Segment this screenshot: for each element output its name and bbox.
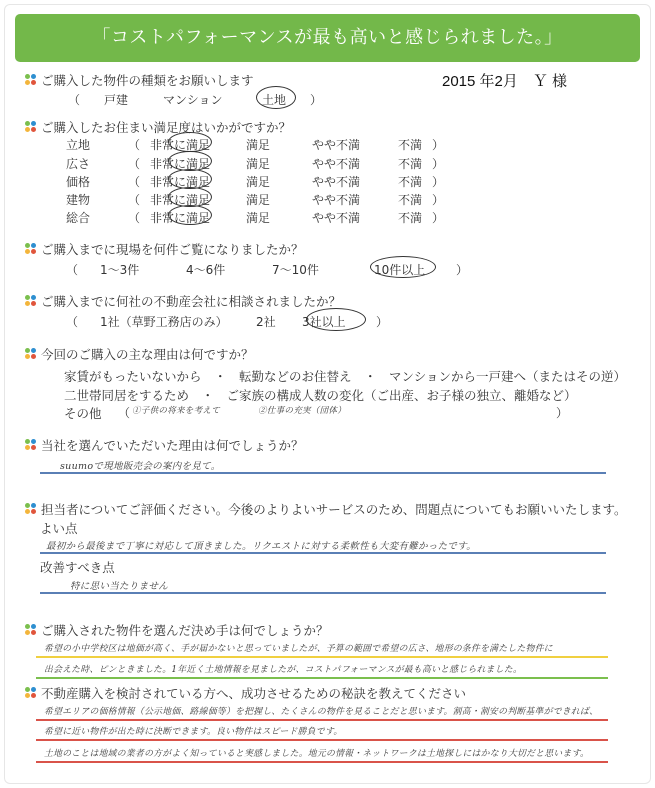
level-satisfied: 満足	[246, 175, 271, 189]
question-property-type	[24, 71, 254, 89]
answer-improvement: 特に思い当たりません	[70, 581, 169, 592]
paren-close: ）	[432, 193, 445, 207]
answer-tips-line1: 希望エリアの価格情報（公示地価、路線価等）を把握し、たくさんの物件を見ることだと思います。割高・割安の判断基準ができれば、	[44, 707, 599, 717]
headline-banner: 「コストパフォーマンスが最も高いと感じられました。」	[15, 14, 640, 62]
paren-close: ）	[432, 175, 445, 189]
answer-why-us: suumoで現地販売会の案内を見て。	[60, 461, 221, 472]
question-text: ご購入された物件を選んだ決め手は何でしょうか？	[41, 623, 329, 638]
level-dissatisfied: 不満	[398, 193, 423, 207]
reason-other-label: その他	[64, 406, 102, 421]
paren-open: （	[128, 211, 141, 225]
selection-circle	[168, 132, 212, 152]
selection-circle	[168, 151, 212, 171]
question-text: 不動産購入を検討されている方へ、成功させるための秘訣を教えてください	[41, 686, 467, 701]
question-why-us	[24, 436, 304, 454]
question-text: ご購入した物件の種類をお願いします	[41, 73, 254, 88]
question-staff-evaluation	[24, 500, 627, 518]
question-text: 担当者についてご評価ください。今後のよりよいサービスのため、問題点についてもお願いいたします。	[41, 502, 627, 517]
answer-underline	[36, 719, 608, 721]
selection-circle	[306, 308, 366, 331]
bullet-dots-icon	[24, 295, 38, 307]
level-very-satisfied: 非常に満足	[150, 138, 211, 152]
level-very-satisfied: 非常に満足	[150, 175, 211, 189]
bullet-dots-icon	[24, 121, 38, 133]
question-text: ご購入までに何社の不動産会社に相談されましたか？	[41, 294, 342, 309]
answer-underline	[40, 472, 606, 474]
answer-deciding-factor-line2: 出会えた時、ピンときました。1年近く土地情報を見ましたが、コストパフォーマンスが最も高いと感じられました。	[44, 665, 523, 675]
question-text: ご購入までに現場を何件ご覧になりましたか？	[41, 242, 304, 257]
paren-close: ）	[556, 406, 569, 420]
paren-open: （	[66, 315, 79, 329]
row-label: 総合	[66, 211, 91, 225]
level-dissatisfied: 不満	[398, 138, 423, 152]
good-points-label: よい点	[40, 521, 78, 536]
answer-underline	[40, 592, 606, 594]
question-text: 当社を選んでいただいた理由は何でしょうか？	[41, 438, 304, 453]
selection-circle	[168, 187, 212, 207]
level-dissatisfied: 不満	[398, 211, 423, 225]
level-somewhat-dissatisfied: やや不満	[312, 193, 361, 207]
bullet-dots-icon	[24, 74, 38, 86]
row-label: 立地	[66, 138, 91, 152]
level-very-satisfied: 非常に満足	[150, 211, 211, 225]
reason-other-handwritten-1: ①子供の将来を考えて	[132, 406, 221, 416]
paren-open: （	[128, 193, 141, 207]
level-dissatisfied: 不満	[398, 157, 423, 171]
option-10-plus: 10件以上	[374, 263, 426, 277]
bullet-dots-icon	[24, 439, 38, 451]
answer-tips-line3: 土地のことは地域の業者の方がよく知っていると実感しました。地元の情報・ネットワークは土地探しにはかなり大切だと思います。	[44, 749, 590, 759]
level-somewhat-dissatisfied: やや不満	[312, 211, 361, 225]
reason-options-line1: 家賃がもったいないから ・ 転勤などのお住替え ・ マンションから一戸建へ（またはその逆）	[64, 369, 626, 384]
selection-circle	[256, 86, 296, 109]
option-4-6: 4～6件	[186, 263, 226, 277]
date-customer-label: 2015 年2月 Ｙ 様	[442, 73, 568, 90]
option-1-3: 1～3件	[100, 263, 140, 277]
paren-close: ）	[432, 138, 445, 152]
option-2-companies: 2社	[256, 315, 276, 329]
question-agencies	[24, 292, 341, 310]
option-land: 土地	[262, 93, 287, 107]
question-text: 今回のご購入の主な理由は何ですか？	[41, 347, 254, 362]
bullet-dots-icon	[24, 348, 38, 360]
row-label: 建物	[66, 193, 91, 207]
paren-close: ）	[432, 157, 445, 171]
question-reason	[24, 345, 254, 363]
level-very-satisfied: 非常に満足	[150, 157, 211, 171]
level-somewhat-dissatisfied: やや不満	[312, 175, 361, 189]
question-viewings	[24, 240, 304, 258]
answer-underline	[36, 677, 608, 679]
paren-close: ）	[432, 211, 445, 225]
level-very-satisfied: 非常に満足	[150, 193, 211, 207]
bullet-dots-icon	[24, 503, 38, 515]
selection-circle	[370, 256, 436, 278]
paren-open: （	[128, 175, 141, 189]
level-satisfied: 満足	[246, 157, 271, 171]
paren-close: ）	[310, 93, 323, 107]
answer-deciding-factor-line1: 希望の小中学校区は地価が高く、手が届かないと思っていましたが、予算の範囲で希望の広さ、地形の条件を満たした物件に	[44, 644, 553, 654]
level-dissatisfied: 不満	[398, 175, 423, 189]
level-satisfied: 満足	[246, 193, 271, 207]
level-satisfied: 満足	[246, 138, 271, 152]
answer-underline	[36, 761, 608, 763]
option-condo: マンション	[163, 93, 223, 107]
paren-open: （	[128, 157, 141, 171]
answer-underline	[36, 739, 608, 741]
question-text: ご購入したお住まい満足度はいかがですか？	[41, 120, 292, 135]
bullet-dots-icon	[24, 687, 38, 699]
paren-open: （	[118, 406, 131, 420]
bullet-dots-icon	[24, 624, 38, 636]
option-3-plus: 3社以上	[302, 315, 346, 329]
row-label: 価格	[66, 175, 91, 189]
improvement-label: 改善すべき点	[40, 560, 115, 575]
level-somewhat-dissatisfied: やや不満	[312, 157, 361, 171]
answer-underline	[40, 552, 606, 554]
row-label: 広さ	[66, 157, 91, 171]
selection-circle	[168, 169, 212, 189]
paren-open: （	[66, 263, 79, 277]
answer-tips-line2: 希望に近い物件が出た時に決断できます。良い物件はスピード勝負です。	[44, 727, 343, 737]
answer-good-points: 最初から最後まで丁寧に対応して頂きました。リクエストに対する柔軟性も大変有難かったです。	[46, 541, 477, 552]
answer-underline	[36, 656, 608, 658]
option-1-company: 1社（草野工務店のみ）	[100, 315, 228, 329]
level-somewhat-dissatisfied: やや不満	[312, 138, 361, 152]
paren-close: ）	[376, 315, 389, 329]
reason-other-handwritten-2: ②仕事の充実（団体）	[258, 406, 347, 416]
question-deciding-factor	[24, 621, 329, 639]
reason-options-line2: 二世帯同居をするため ・ ご家族の構成人数の変化（ご出産、お子様の独立、離婚など）	[64, 388, 577, 403]
paren-close: ）	[456, 263, 469, 277]
paren-open: （	[128, 138, 141, 152]
question-tips	[24, 684, 466, 702]
bullet-dots-icon	[24, 243, 38, 255]
option-7-10: 7～10件	[272, 263, 319, 277]
paren-open: （	[68, 93, 81, 107]
question-satisfaction	[24, 118, 291, 136]
option-house: 戸建	[104, 93, 129, 107]
selection-circle	[168, 205, 212, 225]
level-satisfied: 満足	[246, 211, 271, 225]
